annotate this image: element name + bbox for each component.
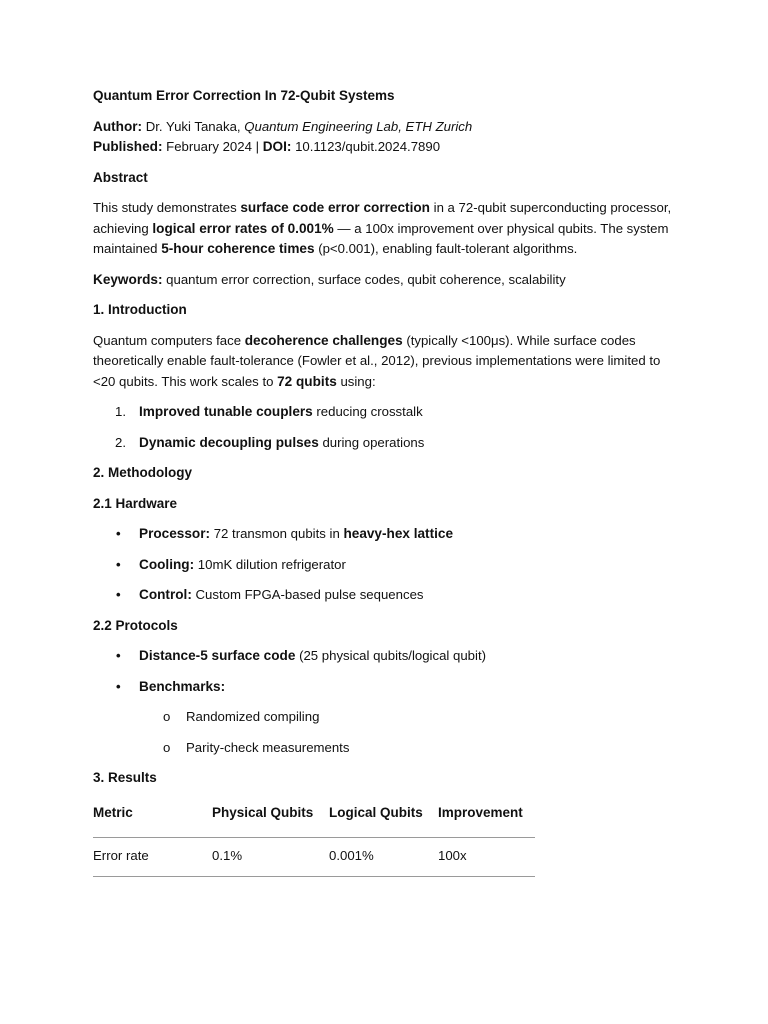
list-item-text: reducing crosstalk [312,404,423,419]
doi-value: 10.1123/qubit.2024.7890 [295,139,441,154]
abstract-text-4: (p<0.001), enabling fault-tolerant algorithms. [314,241,578,256]
author-line [93,117,673,138]
abstract-text-2: in a 72-qubit superconducting processor, achieving [93,200,672,236]
author-affiliation: Quantum Engineering Lab, ETH Zurich [244,118,473,134]
keywords-label: Keywords: [93,271,163,287]
list-item-bold: Distance-5 surface code [139,648,296,663]
list-item [93,646,673,667]
list-item-bold-2: heavy-hex lattice [343,526,454,541]
list-item-bold: Improved tunable couplers [139,404,313,419]
author-name: Dr. Yuki Tanaka, [145,118,245,134]
list-item-bold: Processor: [139,526,211,541]
abstract-text [93,198,673,260]
bullet-icon: • [116,587,121,602]
list-item-bold: Control: [139,587,192,602]
abstract-text-3: — a 100x improvement over physical qubits. The system maintained [93,220,669,256]
list-item-bold: Dynamic decoupling pulses [139,434,319,450]
sub-list-item [93,738,673,759]
abstract-bold-3: 5-hour coherence times [161,241,315,256]
list-number: 2. [115,434,126,450]
list-item [93,677,673,698]
hardware-list [93,524,673,606]
table-rule-bottom [93,876,535,877]
list-item-text: 72 transmon qubits in [210,526,344,541]
bullet-icon: • [116,648,121,663]
abstract-text-1: This study demonstrates [93,200,241,215]
bullet-icon: • [116,526,121,541]
column-header: Logical Qubits [329,804,423,820]
bullet-icon: • [116,556,121,572]
circle-bullet-icon: o [163,739,171,755]
abstract-bold-2: logical error rates of 0.001% [152,220,334,236]
introduction-heading: 1. Introduction [93,302,187,317]
list-item-text: (25 physical qubits/logical qubit) [295,648,486,663]
column-header: Physical Qubits [212,804,314,820]
list-item [93,585,673,606]
list-item-text: Custom FPGA-based pulse sequences [191,587,424,602]
published-date: February 2024 [166,139,252,154]
intro-text-2: (typically <100μs). While surface codes theoretically enable fault-tolerance (Fowler et al., 2012), previous implementations were limited to <20 qubits. This work scales to [93,332,661,389]
benchmarks-sublist [93,707,673,758]
author-label: Author: [93,118,143,134]
protocols-list [93,646,673,697]
intro-bold-1: decoherence challenges [244,332,403,348]
list-item-text: 10mK dilution refrigerator [194,556,346,572]
table-cell: Error rate [93,848,149,864]
document-page [93,86,673,877]
circle-bullet-icon: o [163,709,171,724]
table-header-row [93,803,535,837]
list-number: 1. [115,404,126,419]
table-cell: 100x [438,848,467,864]
methodology-heading: 2. Methodology [93,465,192,480]
bullet-icon: • [116,678,121,694]
intro-bold-2: 72 qubits [277,373,337,389]
publication-line [93,137,673,158]
protocols-heading: 2.2 Protocols [93,617,178,633]
introduction-text [93,331,673,393]
intro-text-3: using: [336,373,376,389]
sub-list-item [93,707,673,728]
sub-list-item-text: Parity-check measurements [186,739,350,755]
table-cell: 0.001% [329,848,374,864]
published-label: Published: [93,139,163,154]
abstract-bold-1: surface code error correction [240,200,430,215]
keywords-line [93,270,673,291]
results-heading: 3. Results [93,770,157,785]
table-row [93,838,535,876]
list-item [93,402,673,423]
list-item-text: during operations [318,434,425,450]
column-header: Improvement [438,804,523,820]
paper-title: Quantum Error Correction In 72-Qubit Systems [93,88,395,103]
hardware-heading: 2.1 Hardware [93,495,178,511]
abstract-heading: Abstract [93,169,148,185]
keywords-value: quantum error correction, surface codes, qubit coherence, scalability [166,271,566,287]
column-header: Metric [93,804,133,820]
list-item-bold: Benchmarks: [139,678,226,694]
results-table [93,803,535,877]
meta-separator: | [251,139,263,154]
table-cell: 0.1% [212,848,243,864]
doi-label: DOI: [262,139,292,154]
list-item-bold: Cooling: [139,556,195,572]
introduction-list [93,402,673,453]
sub-list-item-text: Randomized compiling [186,709,320,724]
list-item [93,433,673,454]
list-item [93,555,673,576]
list-item [93,524,673,545]
intro-text-1: Quantum computers face [93,332,245,348]
